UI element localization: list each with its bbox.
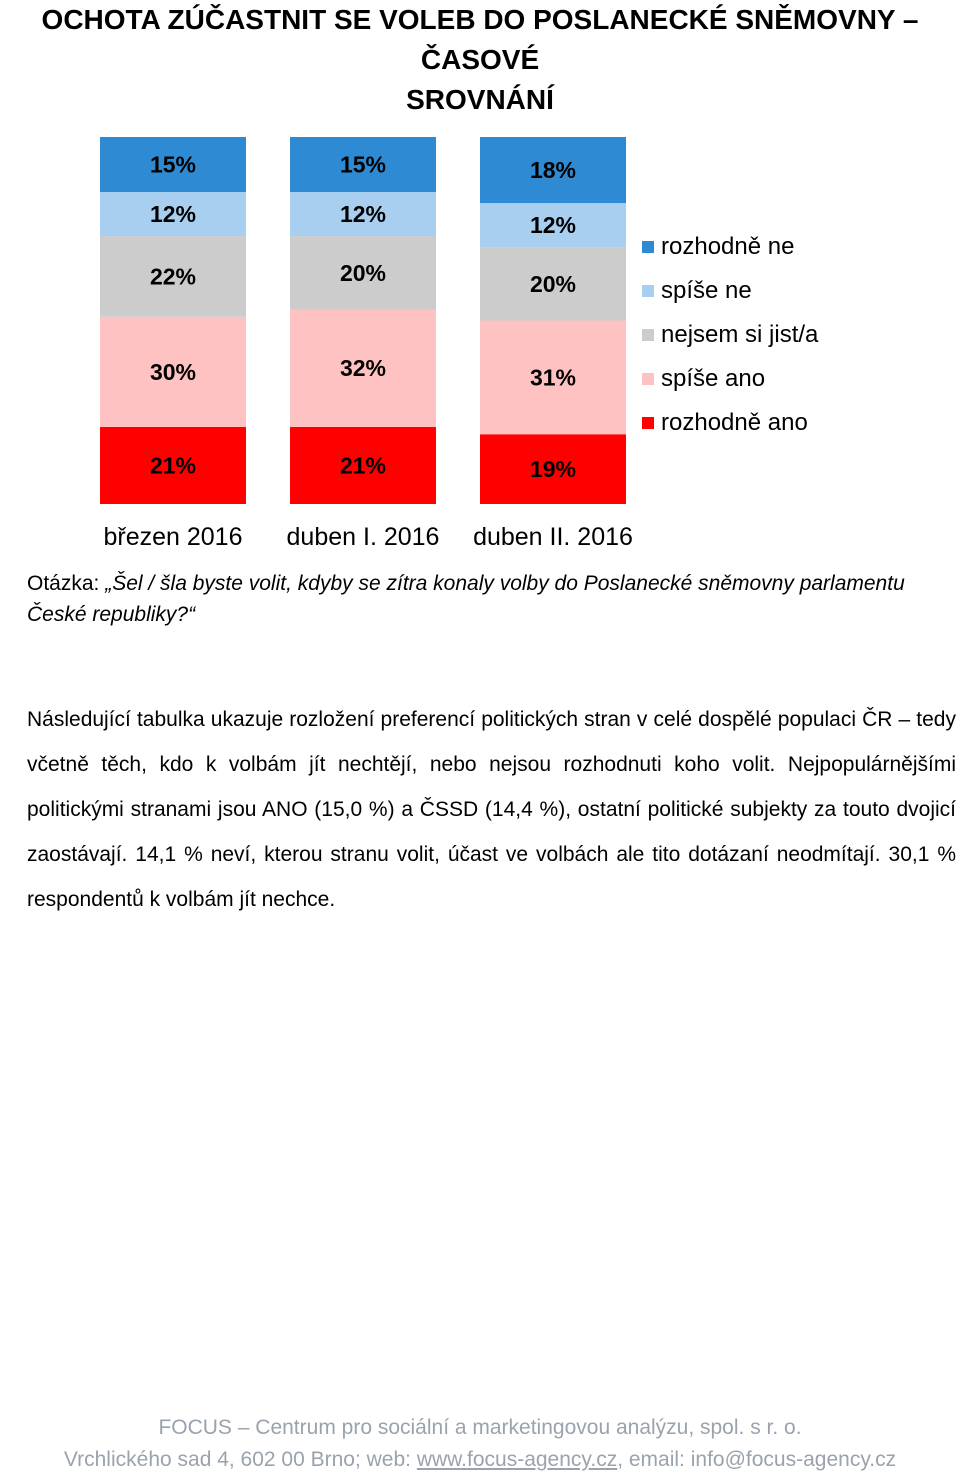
page-footer (0, 1412, 960, 1476)
footer-contact (0, 1444, 960, 1476)
bar-value-label: 32% (339, 355, 387, 382)
survey-question (27, 568, 957, 630)
bar-value-label: 15% (339, 151, 387, 178)
legend-label: spíše ano (661, 365, 766, 392)
bar-value-label: 30% (149, 358, 197, 385)
bar-value-label: 15% (149, 151, 197, 178)
footer-email: info@focus-agency.cz (690, 1448, 897, 1471)
category-label: březen 2016 (103, 523, 243, 551)
footer-separator: , email: (617, 1448, 691, 1471)
title-line-2: SROVNÁNÍ (406, 84, 554, 115)
description-paragraph: Následující tabulka ukazuje rozložení preferencí politických stran v celé dospělé populaci ČR – tedy včetně těch, kdo k volbám jít nechtějí, nebo nejsou rozhodnuti koho volit. Nejpopulárnějšími politickými stranami jsou ANO (15,0 %) a ČSSD (14,4 %), ostatní politické subjekty za touto dvojicí zaostávají. 14,1 % neví, kterou stranu volit, účast ve volbách ale tito dotázaní neodmítají. 30,1 % respondentů k volbám jít nechce. (27, 708, 956, 911)
legend-label: nejsem si jist/a (661, 321, 819, 348)
legend-swatch (642, 329, 654, 341)
question-text: „Šel / šla byste volit, kdyby se zítra konaly volby do Poslanecké sněmovny parlamentu České republiky?“ (27, 572, 905, 626)
chart-legend (642, 225, 818, 445)
bar-value-label: 20% (529, 270, 577, 297)
legend-item (642, 225, 818, 269)
footer-company: FOCUS – Centrum pro sociální a marketingovou analýzu, spol. s r. o. (158, 1416, 802, 1439)
bar-value-label: 12% (529, 212, 577, 239)
bar-value-label: 31% (529, 364, 577, 391)
category-label: duben I. 2016 (286, 523, 440, 551)
title-line-1: OCHOTA ZÚČASTNIT SE VOLEB DO POSLANECKÉ SNĚMOVNY – ČASOVÉ (41, 4, 919, 75)
footer-address: Vrchlického sad 4, 602 00 Brno; web: (63, 1448, 417, 1471)
stacked-bar-chart (0, 120, 640, 560)
legend-swatch (642, 285, 654, 297)
bar-value-label: 19% (529, 456, 577, 483)
footer-web-link[interactable]: www.focus-agency.cz (416, 1448, 618, 1471)
question-label: Otázka: (27, 572, 106, 595)
page-title (0, 0, 960, 120)
legend-item (642, 269, 818, 313)
bar-value-label: 21% (149, 452, 197, 479)
bar-value-label: 18% (529, 157, 577, 184)
legend-swatch (642, 241, 654, 253)
bar-value-label: 12% (149, 201, 197, 228)
legend-label: rozhodně ano (661, 409, 808, 436)
bar-value-label: 22% (149, 263, 197, 290)
legend-item (642, 401, 818, 445)
bar-value-label: 21% (339, 452, 387, 479)
legend-label: spíše ne (661, 277, 752, 304)
legend-swatch (642, 417, 654, 429)
legend-item (642, 357, 818, 401)
legend-item (642, 313, 818, 357)
bar-value-label: 20% (339, 259, 387, 286)
category-label: duben II. 2016 (473, 523, 633, 551)
bar-value-label: 12% (339, 201, 387, 228)
legend-label: rozhodně ne (661, 233, 795, 260)
legend-swatch (642, 373, 654, 385)
